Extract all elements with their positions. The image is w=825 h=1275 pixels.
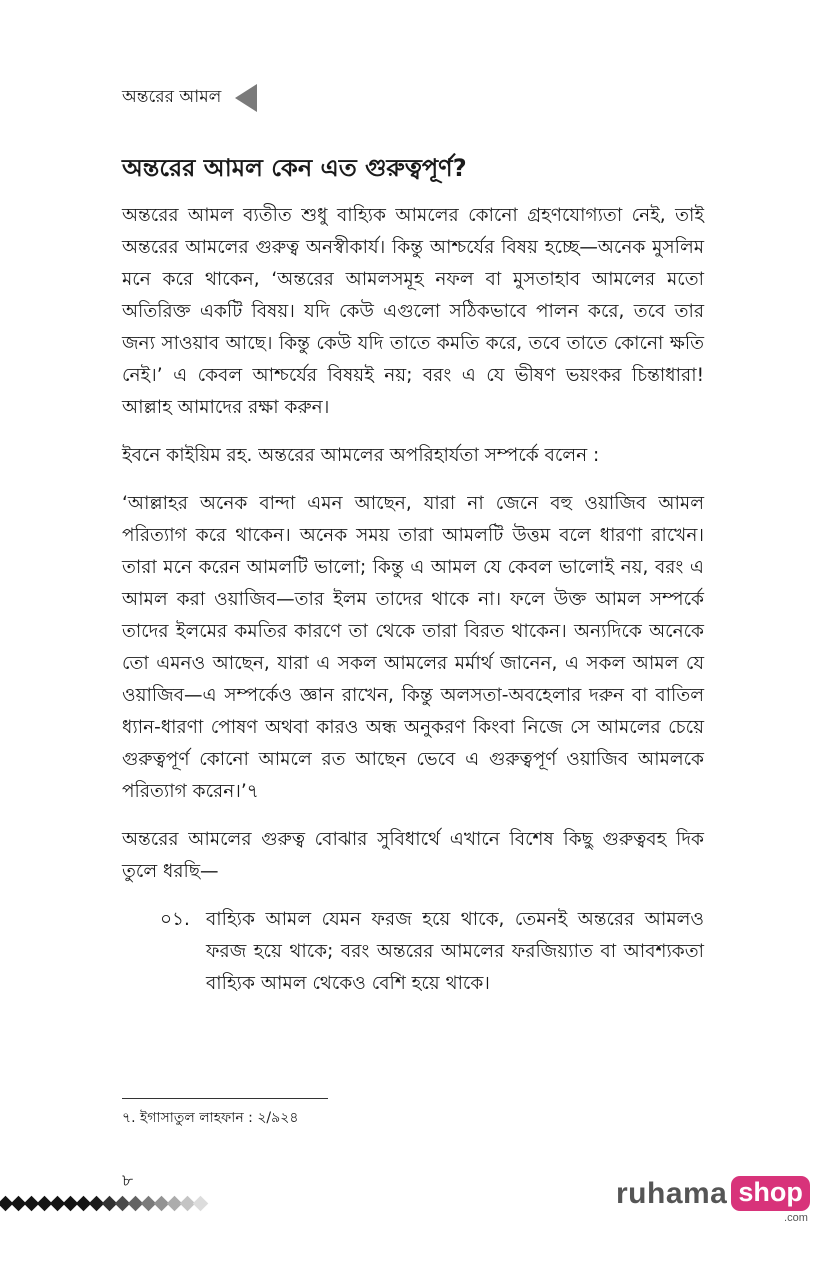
logo-shop-badge <box>731 1176 810 1224</box>
list-item-text: বাহ্যিক আমল যেমন ফরজ হয়ে থাকে, তেমনই অন্তরের আমলও ফরজ হয়ে থাকে; বরং অন্তরের আমলের ফরজিয়্যাত বা আবশ্যকতা বাহ্যিক আমল থেকেও বেশি হয়ে থাকে। <box>206 909 704 994</box>
logo-text-ruhama: ruhama <box>616 1176 728 1210</box>
page-number: ৮ <box>122 1171 134 1191</box>
list-item-number: ০১. <box>160 909 190 930</box>
running-head <box>122 84 257 112</box>
footnote: ৭. ইগাসাতুল লাহফান : ২/৯২৪ <box>122 1110 299 1126</box>
decorative-diamond-border <box>0 1198 206 1209</box>
paragraph-intro: অন্তরের আমল ব্যতীত শুধু বাহ্যিক আমলের কোনো গ্রহণযোগ্যতা নেই, তাই অন্তরের আমলের গুরুত্ব অনস্বীকার্য। কিন্তু আশ্চর্যের বিষয় হচ্ছে—অনেক মুসলিম মনে করে থাকেন, ‘অন্তরের আমলসমূহ নফল বা মুসতাহাব আমলের মতো অতিরিক্ত একটি বিষয়। যদি কেউ এগুলো সঠিকভাবে পালন করে, তবে তার জন্য সাওয়াব আছে। কিন্তু কেউ যদি তাতে কমতি করে, তবে তাতে কোনো ক্ষতি নেই।’ এ কেবল আশ্চর্যের বিষয়ই নয়; বরং এ যে ভীষণ ভয়ংকর চিন্তাধারা! আল্লাহ আমাদের রক্ষা করুন। <box>122 205 704 418</box>
logo-text-domain: .com <box>784 1212 808 1224</box>
footnote-divider <box>122 1098 328 1099</box>
triangle-marker-icon <box>235 84 257 112</box>
paragraph-citation-intro: ইবনে কাইয়িম রহ. অন্তরের আমলের অপরিহার্যতা সম্পর্কে বলেন : <box>122 445 600 466</box>
section-heading: অন্তরের আমল কেন এত গুরুত্বপূর্ণ? <box>122 154 467 182</box>
list-item <box>160 904 704 1000</box>
ruhamashop-logo <box>616 1176 810 1224</box>
diamond-icon <box>193 1196 209 1212</box>
paragraph-quote: ‘আল্লাহর অনেক বান্দা এমন আছেন, যারা না জেনে বহু ওয়াজিব আমল পরিত্যাগ করে থাকেন। অনেক সময় তারা আমলটি উত্তম বলে ধারণা রাখেন। তারা মনে করেন আমলটি ভালো; কিন্তু এ আমল যে কেবল ভালোই নয়, বরং এ আমল করা ওয়াজিব—তার ইলম তাদের থাকে না। ফলে উক্ত আমল সম্পর্কে তাদের ইলমের কমতির কারণে তা থেকে তারা বিরত থাকেন। অন্যদিকে অনেকে তো এমনও আছেন, যারা এ সকল আমলের মর্মার্থ জানেন, এ সকল আমল যে ওয়াজিব—এ সম্পর্কেও জ্ঞান রাখেন, কিন্তু অলসতা-অবহেলার দরুন বা বাতিল ধ্যান-ধারণা পোষণ অথবা কারও অন্ধ অনুকরণ কিংবা নিজে সে আমলের চেয়ে গুরুত্বপূর্ণ কোনো আমলে রত আছেন ভেবে এ গুরুত্বপূর্ণ ওয়াজিব আমলকে পরিত্যাগ করেন।’৭ <box>122 493 704 802</box>
body-text <box>122 200 704 1000</box>
running-head-title: অন্তরের আমল <box>122 87 222 107</box>
logo-text-shop: shop <box>738 1177 803 1207</box>
paragraph-lead-in: অন্তরের আমলের গুরুত্ব বোঝার সুবিধার্থে এখানে বিশেষ কিছু গুরুত্ববহ দিক তুলে ধরছি— <box>122 829 704 882</box>
